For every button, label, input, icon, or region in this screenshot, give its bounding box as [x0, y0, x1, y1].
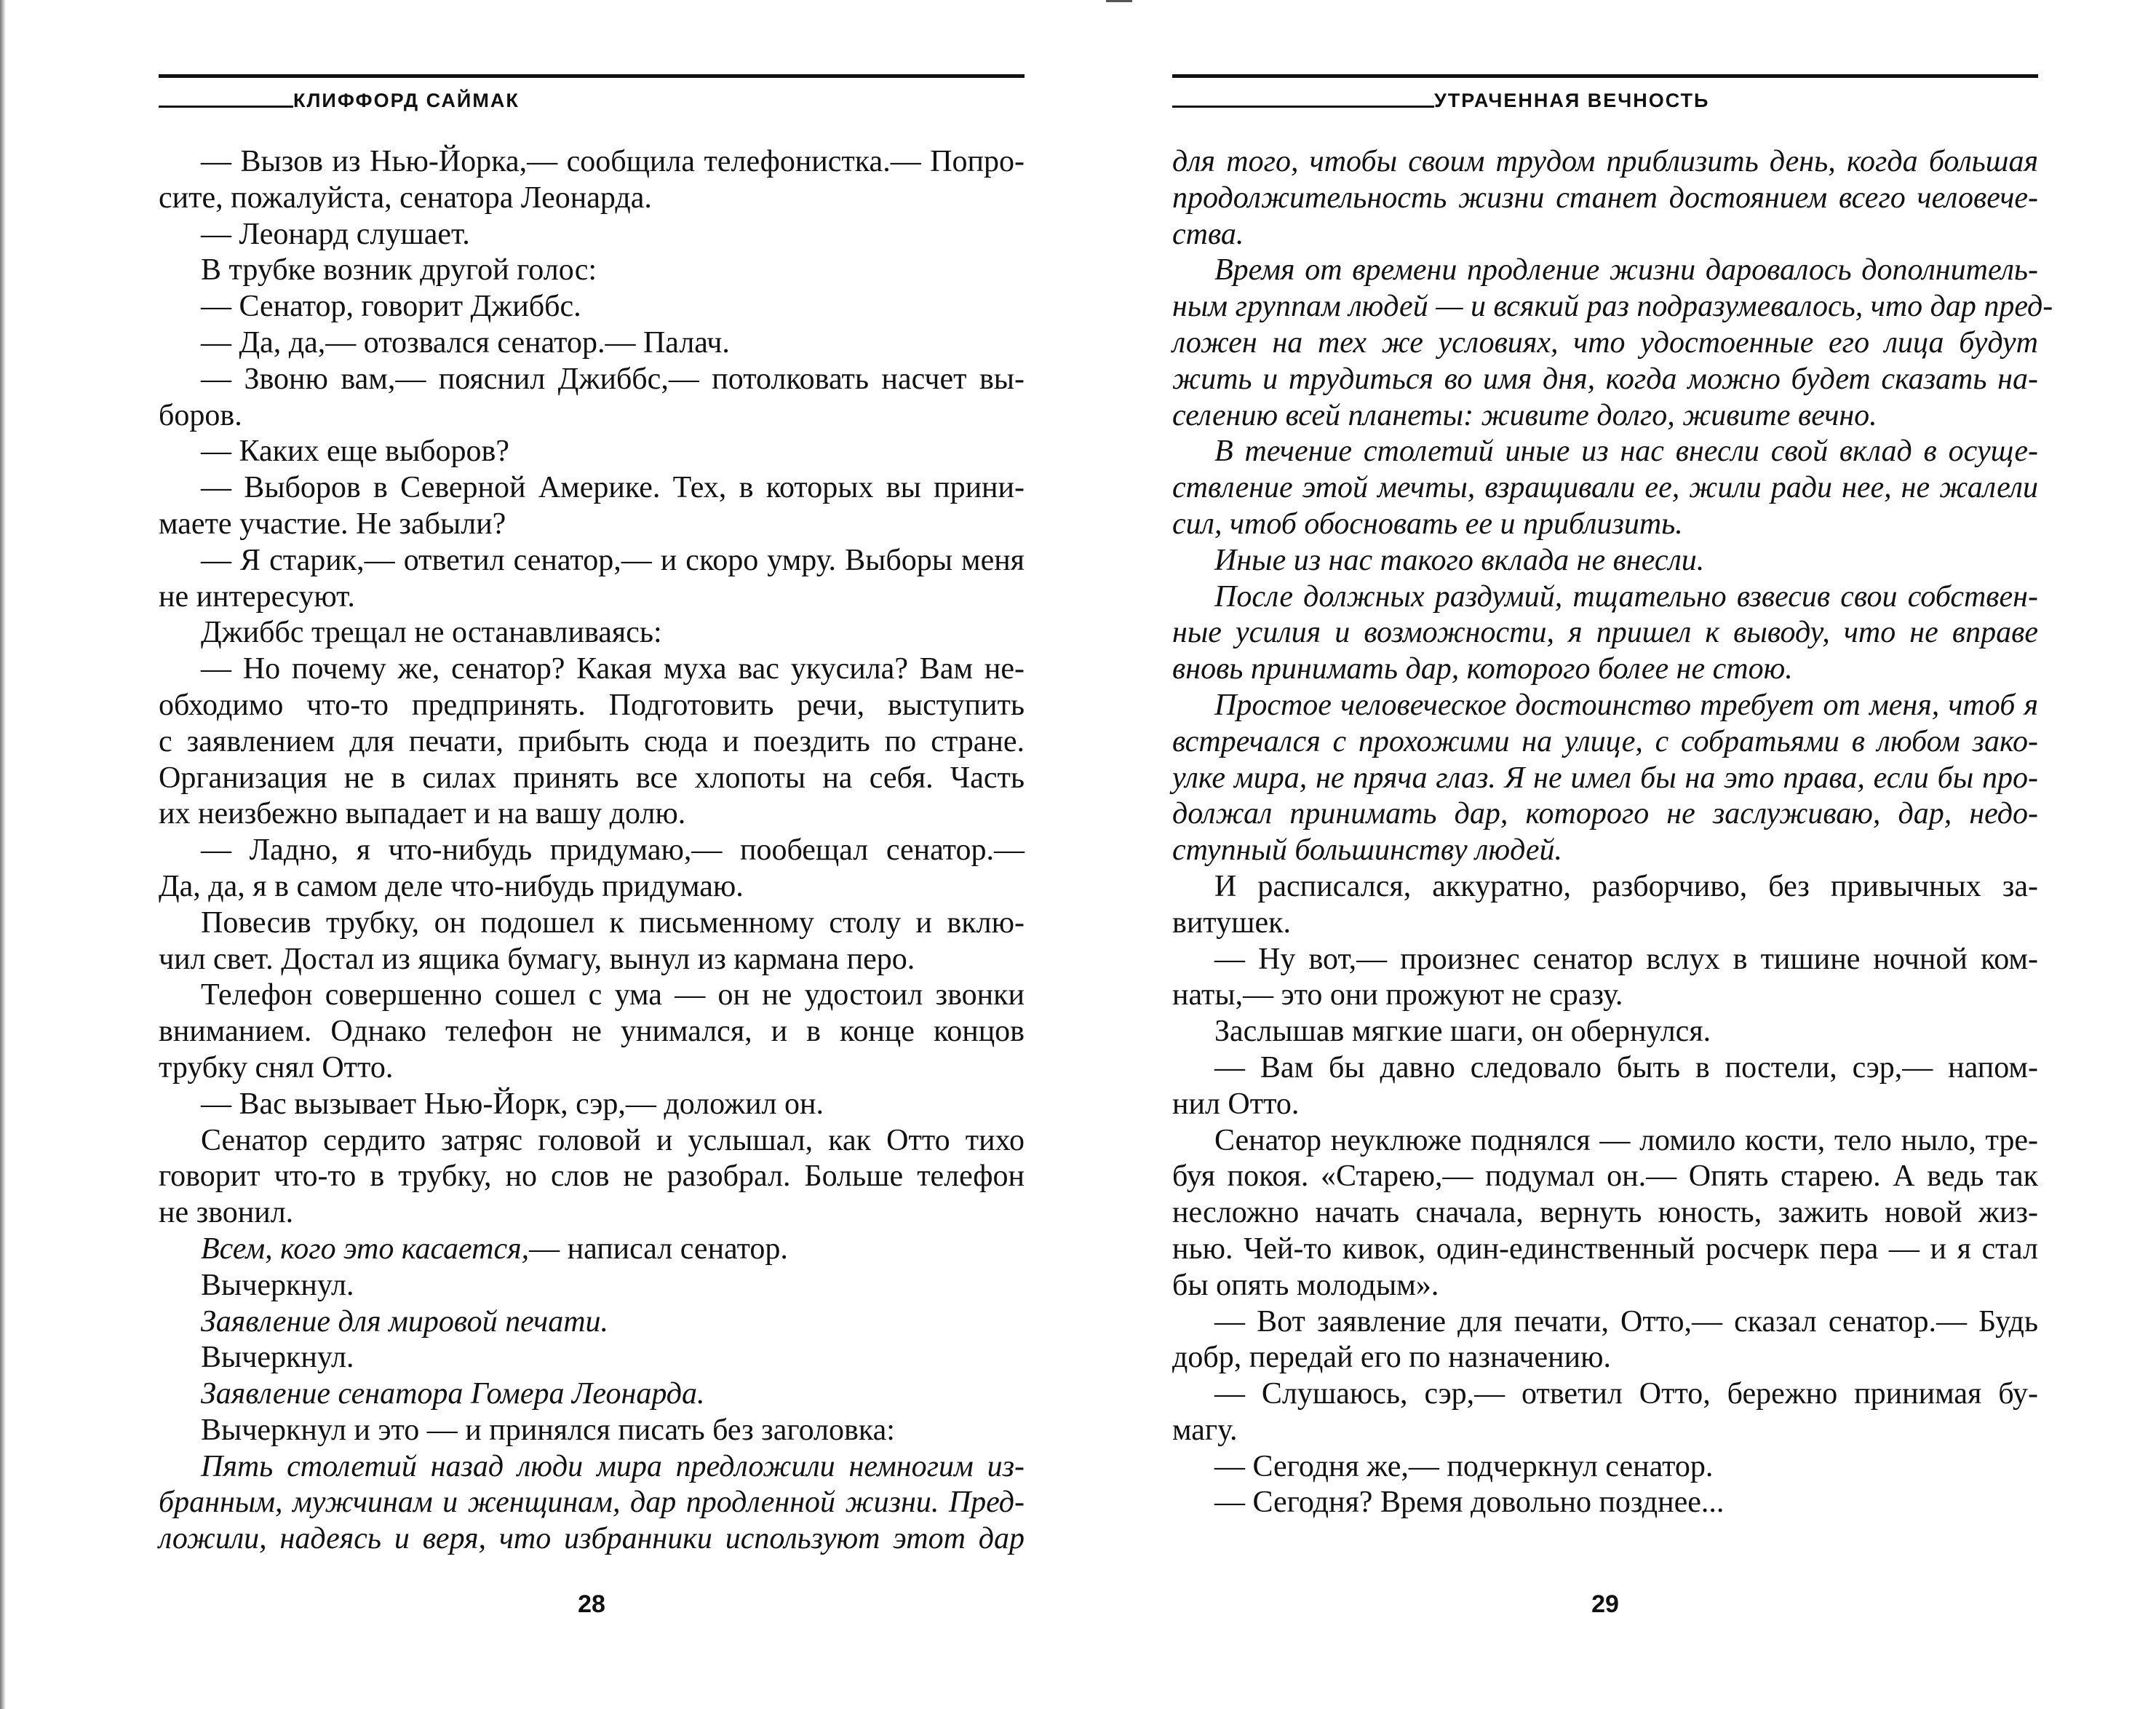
- text-line: для того, чтобы своим трудом приблизить день, когда большая: [1172, 145, 2038, 178]
- text-line: селению всей планеты: живите долго, живите вечно.: [1172, 398, 1877, 432]
- italic-text: Всем, кого это касается,: [201, 1232, 530, 1266]
- text-line: В течение столетий иные из нас внесли свой вклад в осуще-: [1214, 435, 2038, 469]
- text-line: И расписался, аккуратно, разборчиво, без привычных за-: [1214, 869, 2038, 903]
- text-line: ства.: [1172, 217, 1244, 251]
- header-rule: [1172, 74, 2038, 78]
- text-line: вниманием. Однако телефон не унимался, и в конце концов: [159, 1015, 1025, 1049]
- text-line: Иные из нас такого вклада не внесли.: [1214, 543, 1705, 577]
- text-line: Телефон совершенно сошел с ума — он не удостоил звонки: [201, 978, 1025, 1012]
- text-line: В трубке возник другой голос:: [201, 253, 597, 288]
- text-line: — Да, да,— отозвался сенатор.— Палач.: [201, 325, 730, 360]
- text-line: — Вот заявление для печати, Отто,— сказал сенатор.— Будь: [1214, 1304, 2038, 1339]
- text-line: магу.: [1172, 1413, 1238, 1447]
- running-header: [1172, 87, 2038, 112]
- text-line: — Выборов в Северной Америке. Тех, в которых вы прини-: [201, 471, 1025, 505]
- text-line: Время от времени продление жизни даровалось дополнитель-: [1214, 253, 2038, 288]
- text-line: — Вызов из Нью-Йорка,— сообщила телефонистка.— Попро-: [201, 145, 1025, 178]
- text-line: бранным, мужчинам и женщинам, дар продленной жизни. Пред-: [159, 1486, 1025, 1520]
- text-line: — Каких еще выборов?: [201, 435, 509, 469]
- text-line: Простое человеческое достоинство требует от меня, чтоб я: [1214, 688, 2038, 722]
- text-line: жить и трудиться во имя дня, когда можно будет сказать на-: [1172, 362, 2038, 396]
- running-header: [159, 87, 1025, 112]
- text-line: не интересуют.: [159, 579, 355, 614]
- text-line: их неизбежно выпадает и на вашу долю.: [159, 797, 686, 831]
- text-line: ные усилия и возможности, я пришел к выводу, что не вправе: [1172, 616, 2038, 650]
- header-rule: [159, 74, 1025, 78]
- text-line: добр, передай его по назначению.: [1172, 1341, 1611, 1375]
- text-line: — Ну вот,— произнес сенатор вслух в тишине ночной ком-: [1214, 942, 2038, 976]
- text-line: нил Отто.: [1172, 1087, 1300, 1121]
- text-line: Да, да, я в самом деле что-нибудь придумаю.: [159, 869, 744, 903]
- text-line: Вычеркнул и это — и принялся писать без заголовка:: [201, 1413, 895, 1447]
- text-line: встречался с прохожими на улице, с собратьями в любом зако-: [1172, 724, 2038, 758]
- text-line: — Слушаюсь, сэр,— ответил Отто, бережно принимая бу-: [1214, 1377, 2038, 1411]
- text-line: Заявление сенатора Гомера Леонарда.: [201, 1377, 705, 1411]
- text-line: — Я старик,— ответил сенатор,— и скоро умру. Выборы меня: [201, 543, 1025, 577]
- gutter-mark: [1106, 0, 1132, 2]
- text-line: чил свет. Достал из ящика бумагу, вынул из кармана перо.: [159, 942, 915, 976]
- text-line: ложили, надеясь и веря, что избранники используют этот дар: [159, 1522, 1025, 1556]
- text-line: — Вас вызывает Нью-Йорк, сэр,— доложил он.: [201, 1087, 824, 1121]
- page-body: [159, 144, 1025, 1558]
- text-line: — Но почему же, сенатор? Какая муха вас укусила? Вам не-: [201, 652, 1025, 686]
- text-line: Сенатор неуклюже поднялся — ломило кости, тело ныло, тре-: [1214, 1123, 2038, 1157]
- text: — написал сенатор.: [529, 1232, 788, 1266]
- text-line: несложно начать сначала, вернуть юность, зажить новой жиз-: [1172, 1196, 2038, 1230]
- text-line: — Леонард слушает.: [201, 217, 470, 251]
- text-line: бы опять молодым».: [1172, 1268, 1439, 1302]
- text-line: — Вам бы давно следовало быть в постели, сэр,— напом-: [1214, 1050, 2038, 1085]
- running-header-title: УТРАЧЕННАЯ ВЕЧНОСТЬ: [1434, 90, 1710, 111]
- text-line: ным группам людей — и всякий раз подразумевалось, что дар пред-: [1172, 290, 2053, 324]
- text-line: После должных раздумий, тщательно взвесив свои собствен-: [1214, 579, 2038, 614]
- text-line: не звонил.: [159, 1196, 294, 1230]
- text-line: наты,— это они прожуют не сразу.: [1172, 978, 1623, 1012]
- page-number: 29: [1591, 1590, 1619, 1618]
- text-line: продолжительность жизни станет достоянием всего человече-: [1172, 181, 2038, 215]
- text-line: сил, чтоб обосновать ее и приблизить.: [1172, 507, 1683, 541]
- text-line: Вычеркнул.: [201, 1268, 354, 1302]
- text-line: Организация не в силах принять все хлопоты на себя. Часть: [159, 761, 1025, 795]
- header-underline: [1172, 106, 1434, 108]
- text-line: — Сегодня? Время довольно позднее...: [1214, 1486, 1725, 1520]
- page-number: 28: [578, 1590, 605, 1618]
- text-line: — Сенатор, говорит Джиббс.: [201, 290, 581, 324]
- text-line: обходимо что-то предпринять. Подготовить речи, выступить: [159, 688, 1025, 722]
- text-line: ступный большинству людей.: [1172, 833, 1563, 868]
- text-line: трубку снял Отто.: [159, 1050, 394, 1085]
- book-spine-shadow: [0, 0, 6, 1709]
- text-line: Заявление для мировой печати.: [201, 1304, 609, 1339]
- text-line: улке мира, не пряча глаз. Я не имел бы на это права, если бы про-: [1172, 761, 2038, 795]
- text-line: Пять столетий назад люди мира предложили немногим из-: [201, 1449, 1025, 1483]
- text-line: витушек.: [1172, 905, 1291, 940]
- text-line: Заслышав мягкие шаги, он обернулся.: [1214, 1015, 1711, 1049]
- text-line: маете участие. Не забыли?: [159, 507, 506, 541]
- text-line: буя покоя. «Старею,— подумал он.— Опять старею. А ведь так: [1172, 1159, 2038, 1194]
- text-line: Повесив трубку, он подошел к письменному столу и вклю-: [201, 905, 1025, 940]
- header-underline: [159, 106, 293, 108]
- text-line: [159, 1232, 1025, 1268]
- text-line: — Ладно, я что-нибудь придумаю,— пообещал сенатор.—: [201, 833, 1025, 868]
- text-line: вновь принимать дар, которого более не стою.: [1172, 652, 1793, 686]
- text-line: — Сегодня же,— подчеркнул сенатор.: [1214, 1449, 1714, 1483]
- text-line: нью. Чей-то кивок, один-единственный росчерк пера — и я стал: [1172, 1232, 2038, 1266]
- page-body: [1172, 144, 2053, 1521]
- text-line: говорит что-то в трубку, но слов не разобрал. Больше телефон: [159, 1159, 1025, 1194]
- text-line: должал принимать дар, которого не заслуживаю, дар, недо-: [1172, 797, 2038, 831]
- text-line: с заявлением для печати, прибыть сюда и поездить по стране.: [159, 724, 1025, 758]
- text-line: Джиббс трещал не останавливаясь:: [201, 616, 662, 650]
- text-line: боров.: [159, 398, 242, 432]
- text-line: Сенатор сердито затряс головой и услышал, как Отто тихо: [201, 1123, 1025, 1157]
- text-line: ствление этой мечты, взращивали ее, жили ради нее, не жалели: [1172, 471, 2038, 505]
- text-line: Вычеркнул.: [201, 1341, 354, 1375]
- text-line: сите, пожалуйста, сенатора Леонарда.: [159, 181, 652, 215]
- text-line: — Звоню вам,— пояснил Джиббс,— потолковать насчет вы-: [201, 362, 1025, 396]
- text-line: ложен на тех же условиях, что удостоенные его лица будут: [1172, 325, 2038, 360]
- running-header-author: КЛИФФОРД САЙМАК: [293, 90, 520, 111]
